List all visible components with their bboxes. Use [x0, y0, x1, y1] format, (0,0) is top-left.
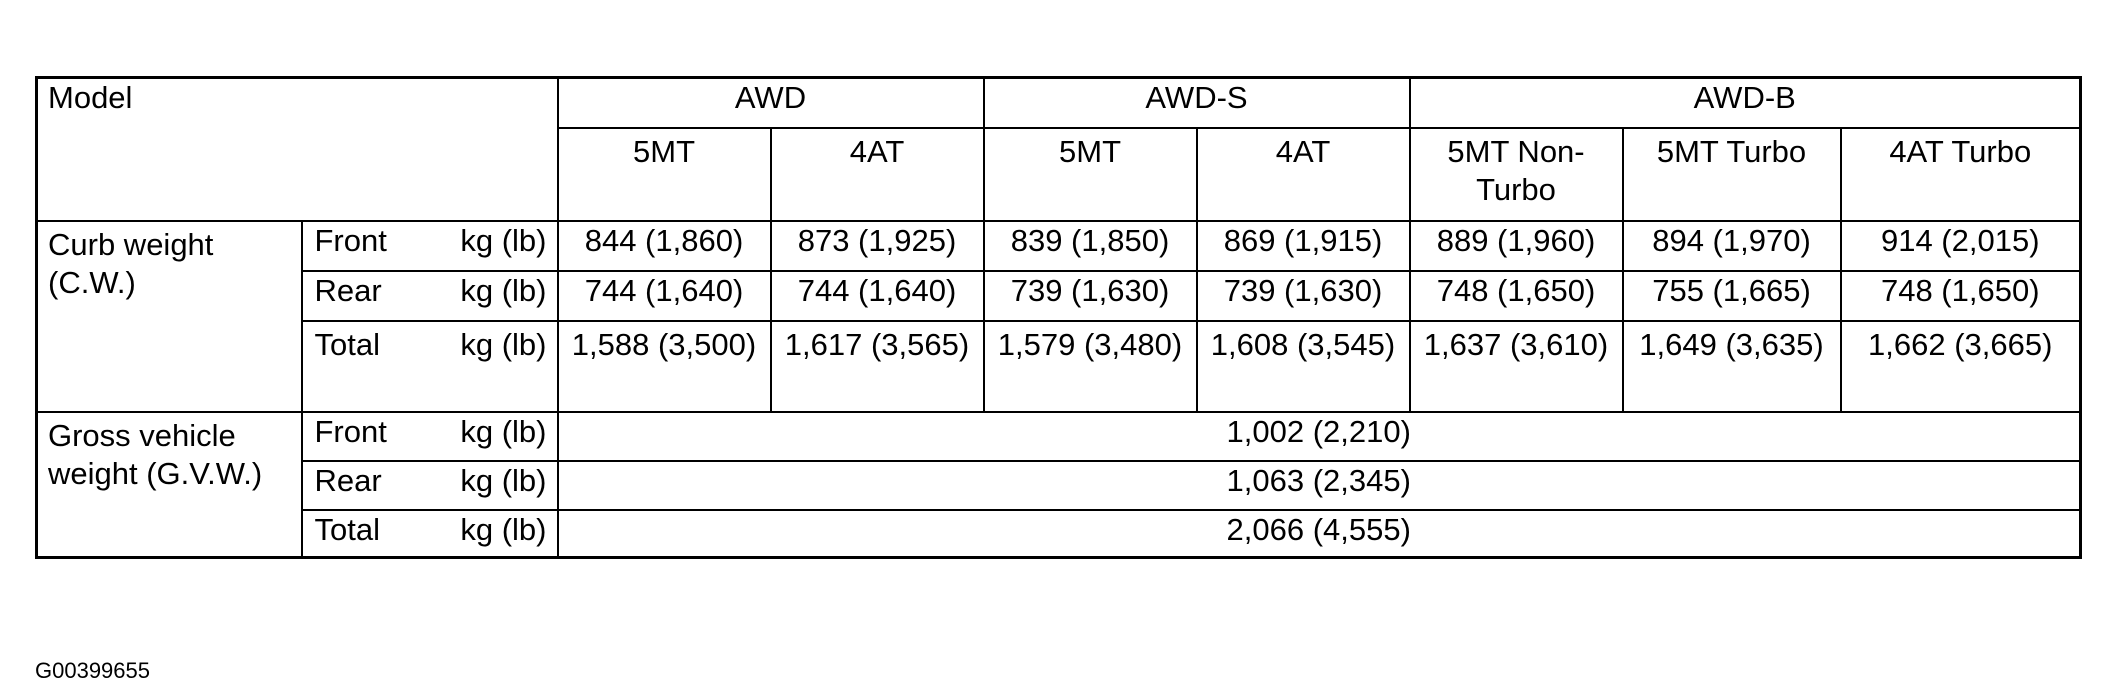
row-label: [302, 510, 558, 558]
table-cell: 894 (1,970): [1623, 221, 1841, 271]
gvw-label: Gross vehicle weight (G.V.W.): [37, 412, 302, 558]
position-label: Front: [314, 413, 387, 449]
table-cell: 744 (1,640): [771, 271, 984, 321]
group-header-awd-s: AWD-S: [984, 78, 1410, 128]
table-cell: 1,588 (3,500): [558, 321, 771, 412]
table-cell: 1,579 (3,480): [984, 321, 1197, 412]
table-cell: 1,002 (2,210): [558, 412, 2081, 461]
table-cell: 844 (1,860): [558, 221, 771, 271]
table-cell: 914 (2,015): [1841, 221, 2081, 271]
row-label: [302, 461, 558, 510]
curb-weight-label: Curb weight (C.W.): [37, 221, 302, 412]
position-label: Total: [314, 511, 380, 547]
unit-label: kg (lb): [460, 326, 547, 362]
row-label: [302, 271, 558, 321]
variant-header: 5MT: [984, 128, 1197, 221]
variant-header: 5MT Turbo: [1623, 128, 1841, 221]
unit-label: kg (lb): [460, 462, 547, 498]
unit-label: kg (lb): [460, 272, 547, 308]
table-cell: 869 (1,915): [1197, 221, 1410, 271]
variant-header: 4AT: [771, 128, 984, 221]
model-header: Model: [37, 78, 558, 221]
group-header-awd: AWD: [558, 78, 984, 128]
unit-label: kg (lb): [460, 511, 547, 547]
table-cell: 739 (1,630): [984, 271, 1197, 321]
unit-label: kg (lb): [460, 413, 547, 449]
table-cell: 744 (1,640): [558, 271, 771, 321]
table-cell: 873 (1,925): [771, 221, 984, 271]
row-label: [302, 412, 558, 461]
table-cell: 1,649 (3,635): [1623, 321, 1841, 412]
group-header-awd-b: AWD-B: [1410, 78, 2081, 128]
figure-id: G00399655: [35, 658, 150, 683]
table-cell: 1,637 (3,610): [1410, 321, 1623, 412]
row-label: [302, 221, 558, 271]
position-label: Total: [314, 326, 380, 362]
table-cell: 1,617 (3,565): [771, 321, 984, 412]
table-cell: 1,662 (3,665): [1841, 321, 2081, 412]
row-label: [302, 321, 558, 412]
table-cell: 889 (1,960): [1410, 221, 1623, 271]
table-cell: 1,063 (2,345): [558, 461, 2081, 510]
position-label: Rear: [314, 272, 382, 308]
table-cell: 2,066 (4,555): [558, 510, 2081, 558]
table-cell: 748 (1,650): [1410, 271, 1623, 321]
variant-header: 4AT Turbo: [1841, 128, 2081, 221]
variant-header: 4AT: [1197, 128, 1410, 221]
variant-header: 5MT: [558, 128, 771, 221]
position-label: Front: [314, 222, 387, 258]
vehicle-weight-table: [35, 76, 2082, 559]
position-label: Rear: [314, 462, 382, 498]
spec-document: [35, 76, 2079, 683]
unit-label: kg (lb): [460, 222, 547, 258]
table-cell: 739 (1,630): [1197, 271, 1410, 321]
table-cell: 1,608 (3,545): [1197, 321, 1410, 412]
table-cell: 748 (1,650): [1841, 271, 2081, 321]
table-cell: 755 (1,665): [1623, 271, 1841, 321]
table-cell: 839 (1,850): [984, 221, 1197, 271]
variant-header: 5MT Non-Turbo: [1410, 128, 1623, 221]
